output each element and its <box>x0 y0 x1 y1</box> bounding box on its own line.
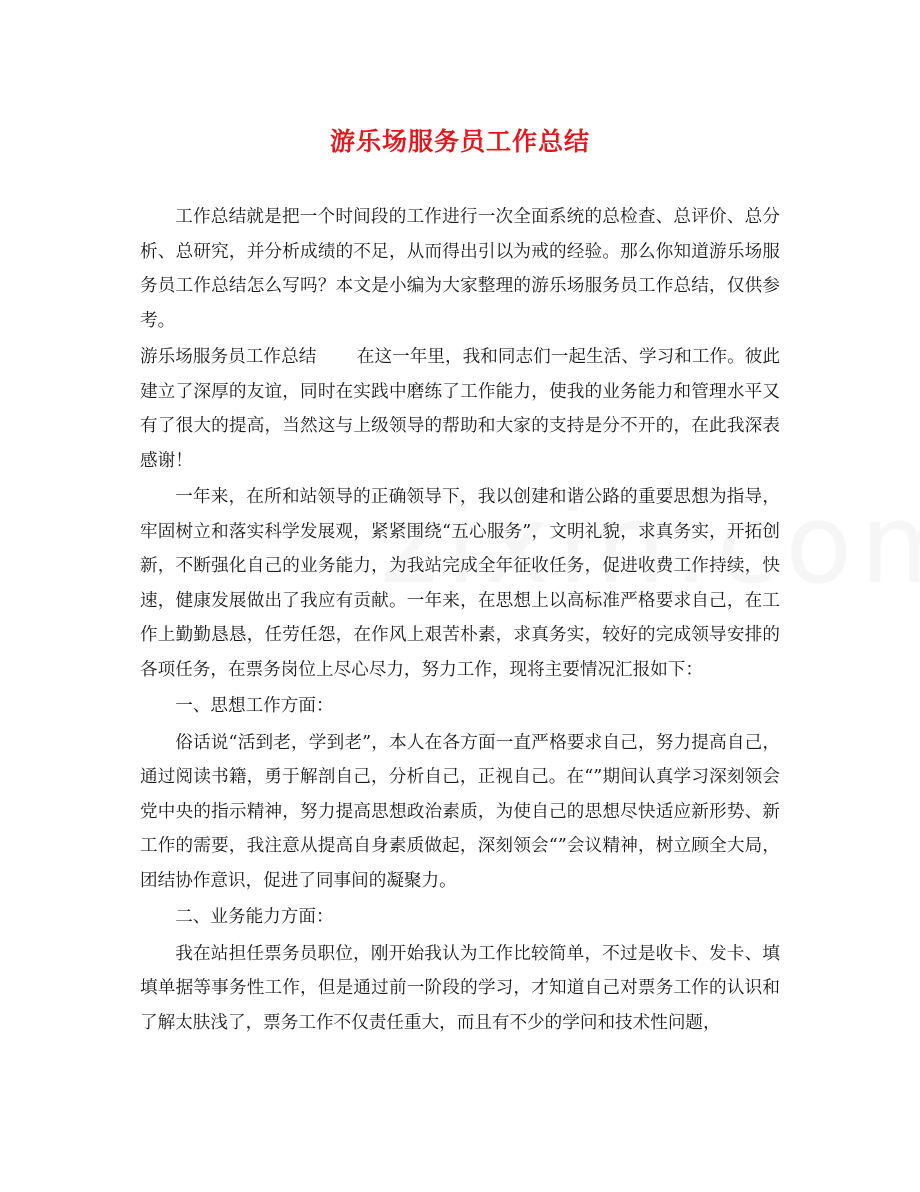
paragraph-year-review: 一年来，在所和站领导的正确领导下，我以创建和谐公路的重要思想为指导，牢固树立和落实科学发展观，紧紧围绕“五心服务”，文明礼貌，求真务实，开拓创新，不断强化自己的业务能力，为我站完成全年征收任务，促进收费工作持续，快速，健康发展做出了我应有贡献。一年来，在思想上以高标准严格要求自己，在工作上勤勤恳恳，任劳任怨，在作风上艰苦朴素，求真务实，较好的完成领导安排的各项任务，在票务岗位上尽心尽力，努力工作，现将主要情况汇报如下： <box>140 487 780 680</box>
paragraph-lead-text: 在这一年里，我和同志们一起生活、学习和工作。彼此建立了深厚的友谊，同时在实践中磨练了工作能力，使我的业务能力和管理水平又有了很大的提高，当然这与上级领导的帮助和大家的支持是分不开的，在此我深表感谢！ <box>140 347 780 471</box>
section-heading-thought: 一、思想工作方面： <box>175 696 334 716</box>
paragraph-intro: 工作总结就是把一个时间段的工作进行一次全面系统的总检查、总评价、总分析、总研究，并分析成绩的不足，从而得出引以为戒的经验。那么你知道游乐场服务员工作总结怎么写吗？本文是小编为大家整理的游乐场服务员工作总结，仅供参考。 <box>140 207 780 331</box>
paragraph-lead <box>140 340 780 478</box>
paragraph-thought: 俗话说“活到老，学到老”，本人在各方面一直严格要求自己，努力提高自己，通过阅读书籍，勇于解剖自己，分析自己，正视自己。在“”期间认真学习深刻领会党中央的指示精神，努力提高思想政治素质，为使自己的思想尽快适应新形势、新工作的需要，我注意从提高自身素质做起，深刻领会“”会议精神，树立顾全大局，团结协作意识，促进了同事间的凝聚力。 <box>140 732 780 891</box>
document-body <box>140 200 780 1042</box>
inline-heading: 游乐场服务员工作总结 <box>140 347 317 367</box>
document-title: 游乐场服务员工作总结 <box>329 127 590 156</box>
section-heading-ability: 二、业务能力方面： <box>175 907 334 927</box>
paragraph-ability: 我在站担任票务员职位，刚开始我认为工作比较简单，不过是收卡、发卡、填填单据等事务性工作，但是通过前一阶段的学习，才知道自己对票务工作的认识和了解太肤浅了，票务工作不仅责任重大，而且有不少的学问和技术性问题， <box>140 943 780 1033</box>
